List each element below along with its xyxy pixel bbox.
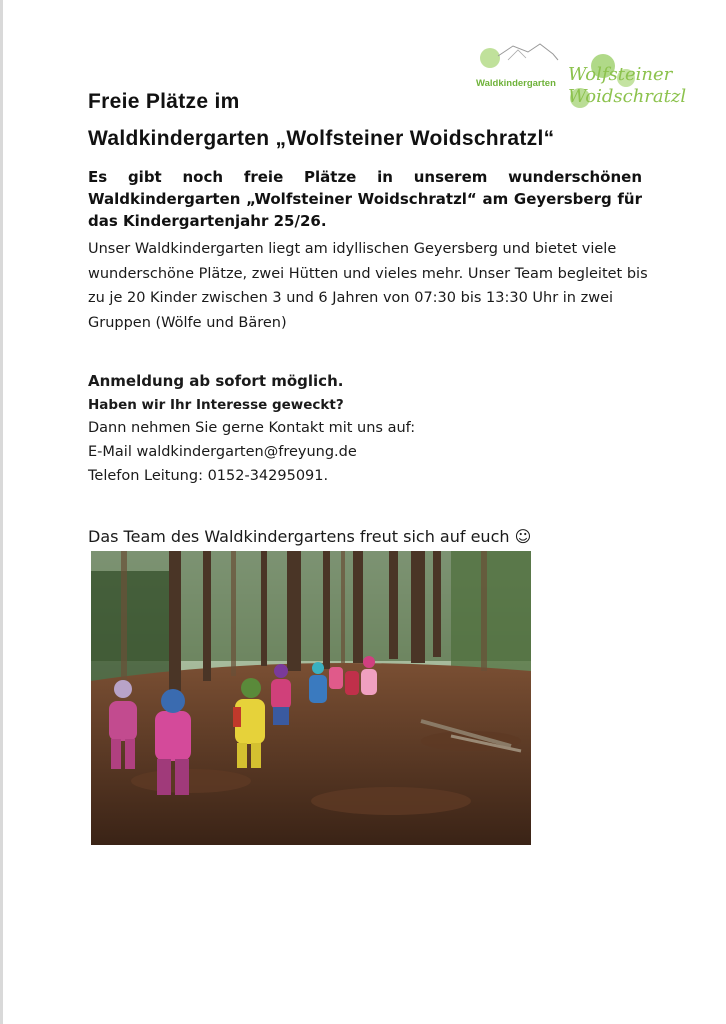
telefon-text: Telefon Leitung: 0152-34295091.: [88, 468, 329, 484]
logo-script-top: Wolfsteiner: [568, 64, 673, 85]
page-title-line1: Freie Plätze im: [88, 90, 240, 113]
kontakt-text: Dann nehmen Sie gerne Kontakt mit uns auf:: [88, 420, 416, 436]
anmeldung-text: Anmeldung ab sofort möglich.: [88, 372, 344, 390]
forest-photo-illustration-icon: [91, 551, 531, 845]
page-edge: [0, 0, 3, 1024]
lead-paragraph: Es gibt noch freie Plätze in unserem wunderschönen Waldkindergarten „Wolfsteiner Woidschratzl“ am Geyersberg für das Kindergartenjahr 25/26.: [88, 168, 642, 230]
email-text: E-Mail waldkindergarten@freyung.de: [88, 444, 357, 460]
page-title-line2: Waldkindergarten „Wolfsteiner Woidschratzl“: [88, 127, 555, 150]
logo-text: Waldkindergarten: [476, 78, 556, 89]
kindergarten-logo: [468, 38, 687, 114]
forest-children-photo: [91, 551, 531, 845]
body-paragraph: Unser Waldkindergarten liegt am idyllischen Geyersberg und bietet viele wunderschöne Plätze, zwei Hütten und vieles mehr. Unser Team begleitet bis zu je 20 Kinder zwischen 3 und 6 Jahren von 07:30 bis 13:30 Uhr in zwei Gruppen (Wölfe und Bären): [88, 241, 648, 331]
closing-text: Das Team des Waldkindergartens freut sich auf euch ☺: [88, 527, 532, 546]
interesse-text: Haben wir Ihr Interesse geweckt?: [88, 397, 344, 413]
logo-script-bottom: Woidschratzl: [568, 86, 687, 107]
